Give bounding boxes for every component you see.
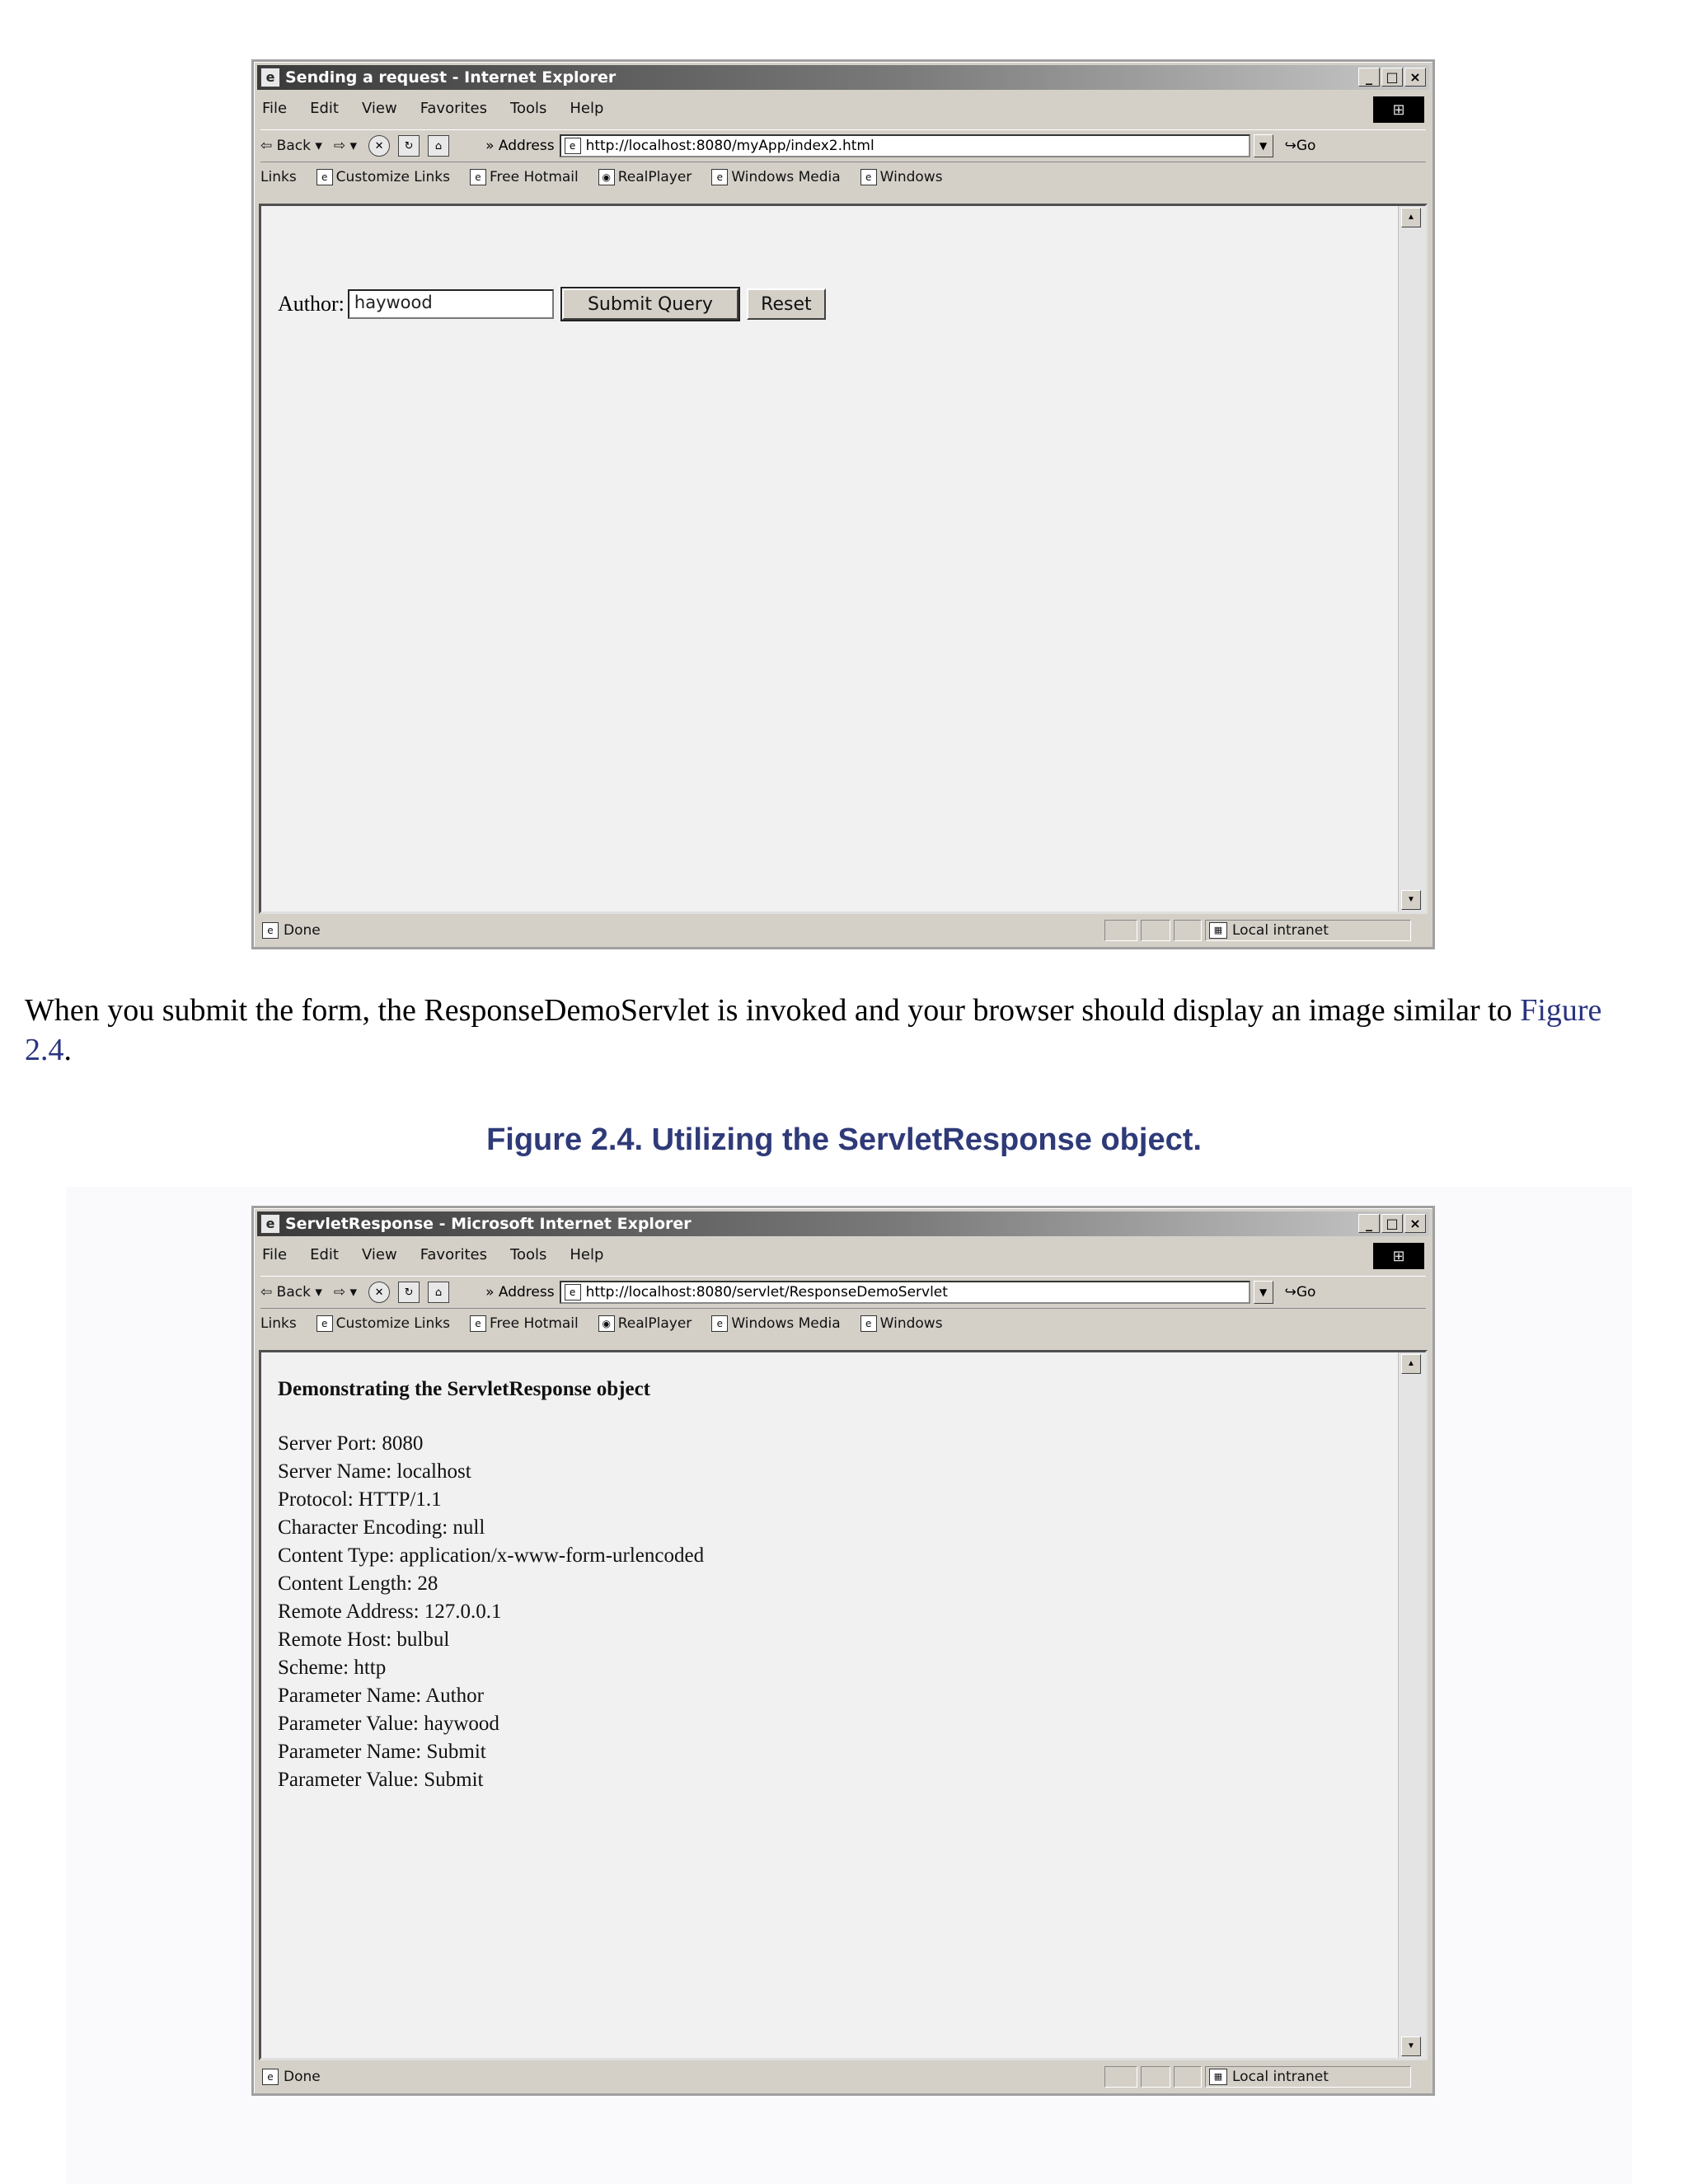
menu-file[interactable]: File xyxy=(262,99,288,117)
link-windows-media[interactable] xyxy=(711,169,840,185)
figure-link[interactable]: Figure 2.4 xyxy=(25,993,1602,1067)
response-line: Server Name: localhost xyxy=(278,1460,471,1483)
home-icon[interactable]: ⌂ xyxy=(428,1282,449,1303)
menu-edit[interactable]: Edit xyxy=(310,1245,339,1263)
menu-view[interactable]: View xyxy=(361,99,397,117)
link-label: RealPlayer xyxy=(617,169,692,185)
response-line: Scheme: http xyxy=(278,1657,387,1679)
page-icon: e xyxy=(262,922,279,939)
address-label-text: Address xyxy=(498,138,555,154)
page-icon: e xyxy=(860,1315,877,1332)
figure-caption: Figure 2.4. Utilizing the ServletResponse object. xyxy=(486,1122,1202,1157)
link-label: RealPlayer xyxy=(617,1315,692,1332)
vertical-scrollbar[interactable] xyxy=(1398,206,1425,912)
page-icon: e xyxy=(316,1315,333,1332)
page-icon: e xyxy=(565,1284,581,1301)
links-bar xyxy=(260,164,1426,190)
page-icon: e xyxy=(470,1315,486,1332)
link-label: Free Hotmail xyxy=(489,1315,579,1332)
menu-favorites[interactable]: Favorites xyxy=(420,99,488,117)
ie-logo-icon: e xyxy=(260,1214,280,1234)
page-icon: e xyxy=(470,169,486,185)
author-label: Author: xyxy=(278,292,345,316)
link-realplayer[interactable] xyxy=(598,1315,692,1332)
back-button[interactable]: ⇦ Back ▾ xyxy=(260,1284,322,1301)
menu-help[interactable]: Help xyxy=(570,99,604,117)
page-content xyxy=(259,204,1428,914)
status-text: Done xyxy=(284,2069,321,2085)
reset-button[interactable]: Reset xyxy=(747,288,826,320)
page-icon: e xyxy=(565,138,581,154)
go-button[interactable]: ↪Go xyxy=(1284,1284,1316,1301)
response-line: Server Port: 8080 xyxy=(278,1432,424,1455)
home-icon[interactable]: ⌂ xyxy=(428,135,449,157)
realplayer-icon: ◉ xyxy=(598,169,615,185)
paragraph-end: . xyxy=(63,1033,72,1067)
status-bar xyxy=(259,917,1428,944)
browser-window-request xyxy=(251,59,1435,949)
window-title: Sending a request - Internet Explorer xyxy=(285,68,617,87)
links-bar xyxy=(260,1310,1426,1337)
ie-logo-icon: e xyxy=(260,68,280,87)
page-content xyxy=(259,1350,1428,2060)
response-output xyxy=(278,1376,704,1794)
address-url: http://localhost:8080/myApp/index2.html xyxy=(585,138,874,154)
refresh-icon[interactable]: ↻ xyxy=(398,1282,420,1303)
menu-edit[interactable]: Edit xyxy=(310,99,339,117)
page-icon: e xyxy=(860,169,877,185)
maximize-icon[interactable]: □ xyxy=(1381,68,1403,87)
window-title: ServletResponse - Microsoft Internet Explorer xyxy=(285,1215,692,1233)
status-bar xyxy=(259,2064,1428,2090)
response-line: Content Type: application/x-www-form-urlencoded xyxy=(278,1544,705,1567)
response-line: Parameter Name: Author xyxy=(278,1685,484,1707)
back-label: Back xyxy=(276,1284,311,1301)
link-realplayer[interactable] xyxy=(598,169,692,185)
address-label: » Address xyxy=(485,138,555,154)
navigation-toolbar xyxy=(260,129,1426,162)
link-customize[interactable] xyxy=(316,169,450,185)
body-paragraph xyxy=(25,991,1640,1070)
link-hotmail[interactable] xyxy=(470,1315,579,1332)
menu-file[interactable]: File xyxy=(262,1245,288,1263)
status-panel xyxy=(1104,920,1137,941)
address-dropdown-icon[interactable]: ▼ xyxy=(1254,1281,1273,1304)
response-line: Protocol: HTTP/1.1 xyxy=(278,1488,442,1511)
scroll-up-icon[interactable]: ▲ xyxy=(1401,1354,1421,1374)
address-label: » Address xyxy=(485,1284,555,1301)
response-line: Parameter Value: haywood xyxy=(278,1713,499,1735)
link-label: Windows Media xyxy=(731,1315,841,1332)
address-dropdown-icon[interactable]: ▼ xyxy=(1254,134,1273,157)
link-windows-media[interactable] xyxy=(711,1315,840,1332)
link-customize[interactable] xyxy=(316,1315,450,1332)
status-panel xyxy=(1174,2066,1202,2088)
maximize-icon[interactable]: □ xyxy=(1381,1214,1403,1233)
paragraph-text: When you submit the form, the ResponseDemoServlet is invoked and your browser should display an image similar to xyxy=(25,993,1512,1028)
link-label: Windows xyxy=(879,1315,943,1332)
page-icon: e xyxy=(262,2069,279,2085)
menu-favorites[interactable]: Favorites xyxy=(420,1245,488,1263)
back-label: Back xyxy=(276,138,311,154)
close-icon[interactable]: × xyxy=(1404,68,1426,87)
zone-text: Local intranet xyxy=(1232,922,1329,939)
response-line: Parameter Value: Submit xyxy=(278,1769,484,1791)
link-windows[interactable] xyxy=(860,169,943,185)
response-line: Remote Host: bulbul xyxy=(278,1629,450,1651)
go-label: Go xyxy=(1296,1284,1316,1301)
navigation-toolbar xyxy=(260,1276,1426,1309)
scroll-down-icon[interactable]: ▼ xyxy=(1401,2036,1421,2056)
forward-button[interactable]: ⇨ ▾ xyxy=(333,1284,358,1301)
browser-window-response xyxy=(251,1206,1435,2096)
status-text: Done xyxy=(284,922,321,939)
close-icon[interactable]: × xyxy=(1404,1214,1426,1233)
minimize-icon[interactable]: _ xyxy=(1358,68,1380,87)
link-label: Customize Links xyxy=(335,1315,450,1332)
author-input[interactable]: haywood xyxy=(348,289,554,319)
page-icon: e xyxy=(711,169,728,185)
title-bar[interactable] xyxy=(257,65,1429,90)
response-line: Character Encoding: null xyxy=(278,1516,485,1539)
address-label-text: Address xyxy=(498,1284,555,1301)
windows-logo-icon: ⊞ xyxy=(1373,1243,1424,1269)
status-panel xyxy=(1141,2066,1170,2088)
menu-help[interactable]: Help xyxy=(570,1245,604,1263)
security-zone xyxy=(1205,920,1411,941)
link-label: Windows Media xyxy=(731,169,841,185)
link-label: Free Hotmail xyxy=(489,169,579,185)
response-line: Remote Address: 127.0.0.1 xyxy=(278,1601,502,1623)
intranet-icon: ▦ xyxy=(1209,2069,1227,2085)
title-bar[interactable] xyxy=(257,1212,1429,1236)
address-input[interactable] xyxy=(560,134,1250,157)
forward-button[interactable]: ⇨ ▾ xyxy=(333,138,358,154)
scroll-up-icon[interactable]: ▲ xyxy=(1401,208,1421,227)
response-line: Parameter Name: Submit xyxy=(278,1741,486,1763)
menu-view[interactable]: View xyxy=(361,1245,397,1263)
page-icon: e xyxy=(711,1315,728,1332)
menu-bar xyxy=(262,1243,1424,1266)
link-label: Windows xyxy=(879,169,943,185)
response-heading: Demonstrating the ServletResponse object xyxy=(278,1378,651,1400)
windows-logo-icon: ⊞ xyxy=(1373,96,1424,123)
status-panel xyxy=(1174,920,1202,941)
scroll-down-icon[interactable]: ▼ xyxy=(1401,890,1421,910)
link-label: Customize Links xyxy=(335,169,450,185)
status-panel xyxy=(1104,2066,1137,2088)
submit-query-button[interactable]: Submit Query xyxy=(562,288,738,320)
security-zone xyxy=(1205,2066,1411,2088)
menu-tools[interactable]: Tools xyxy=(510,1245,547,1263)
link-windows[interactable] xyxy=(860,1315,943,1332)
go-label: Go xyxy=(1296,138,1316,154)
links-label: Links xyxy=(260,169,297,185)
refresh-icon[interactable]: ↻ xyxy=(398,135,420,157)
realplayer-icon: ◉ xyxy=(598,1315,615,1332)
response-line: Content Length: 28 xyxy=(278,1572,438,1595)
stop-icon[interactable]: ✕ xyxy=(368,135,390,157)
menu-tools[interactable]: Tools xyxy=(510,99,547,117)
stop-icon[interactable]: ✕ xyxy=(368,1282,390,1303)
go-button[interactable]: ↪Go xyxy=(1284,138,1316,154)
page-icon: e xyxy=(316,169,333,185)
links-label: Links xyxy=(260,1315,297,1332)
link-hotmail[interactable] xyxy=(470,169,579,185)
address-url: http://localhost:8080/servlet/ResponseDemoServlet xyxy=(585,1284,948,1301)
zone-text: Local intranet xyxy=(1232,2069,1329,2085)
vertical-scrollbar[interactable] xyxy=(1398,1352,1425,2058)
author-form xyxy=(278,288,826,320)
menu-bar xyxy=(262,96,1424,120)
address-input[interactable] xyxy=(560,1281,1250,1304)
status-panel xyxy=(1141,920,1170,941)
intranet-icon: ▦ xyxy=(1209,922,1227,939)
back-button[interactable]: ⇦ Back ▾ xyxy=(260,138,322,154)
minimize-icon[interactable]: _ xyxy=(1358,1214,1380,1233)
